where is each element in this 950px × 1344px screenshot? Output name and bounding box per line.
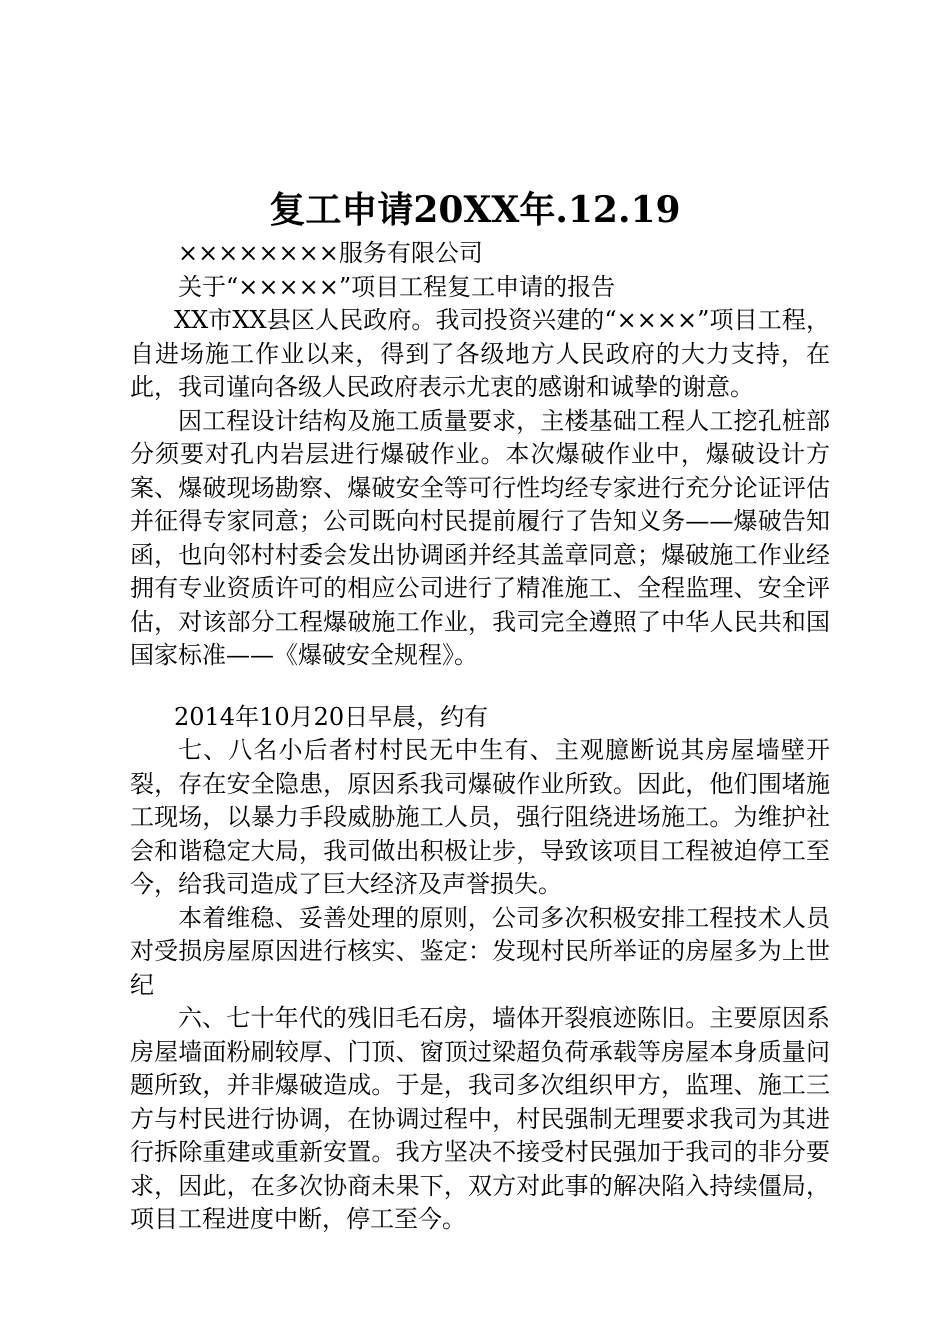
document-title: 复工申请20XX年.12.19 (269, 189, 681, 231)
paragraph-house-conditions: 六、七十年代的残旧毛石房，墙体开裂痕迹陈旧。主要原因系房屋墙面粉刷较厚、门顶、窗顶过梁超负荷承载等房屋本身质量问题所致，并非爆破造成。于是，我司多次组织甲方，监理、施工三方与村民进行协调，在协调过程中，村民强制无理要求我司为其进行拆除重建或重新安置。我方坚决不接受村民强加于我司的非分要求，因此，在多次协商未果下，双方对此事的解决陷入持续僵局，项目工程进度中断，停工至今。 (130, 1004, 830, 1233)
report-subject-line: 关于“×××××”项目工程复工申请的报告 (178, 272, 616, 301)
paragraph-inspection: 本着维稳、妥善处理的原则，公司多次积极安排工程技术人员对受损房屋原因进行核实、鉴定：发现村民所举证的房屋多为上世纪 (130, 903, 830, 999)
company-name-line: ××××××××服务有限公司 (178, 239, 483, 267)
paragraph-villagers-incident: 七、八名小后者村村民无中生有、主观臆断说其房屋墙壁开裂，存在安全隐患，原因系我司爆破作业所致。因此，他们围堵施工现场，以暴力手段威胁施工人员，强行阻绕进场施工。为维护社会和谐稳定大局，我司做出积极让步，导致该项目工程被迫停工至今，给我司造成了巨大经济及声誉损失。 (130, 736, 830, 898)
blank-line (130, 673, 830, 701)
document-body (130, 237, 830, 1237)
paragraph-date-line: 2014年10月20日早晨，约有 (174, 702, 489, 731)
paragraph-blasting-background: 因工程设计结构及施工质量要求，主楼基础工程人工挖孔桩部分须要对孔内岩层进行爆破作业。本次爆破作业中，爆破设计方案、爆破现场勘察、爆破安全等可行性均经专家进行充分论证评估并征得专家同意；公司既向村民提前履行了告知义务——爆破告知函，也向邻村村委会发出协调函并经其盖章同意；爆破施工作业经拥有专业资质许可的相应公司进行了精准施工、全程监理、安全评估，对该部分工程爆破施工作业，我司完全遵照了中华人民共和国国家标准——《爆破安全规程》。 (130, 406, 830, 669)
paragraph-addressee: XX市XX县区人民政府。我司投资兴建的“××××”项目工程，自进场施工作业以来，得到了各级地方人民政府的大力支持，在此，我司谨向各级人民政府表示尤衷的感谢和诚挚的谢意。 (130, 306, 830, 401)
